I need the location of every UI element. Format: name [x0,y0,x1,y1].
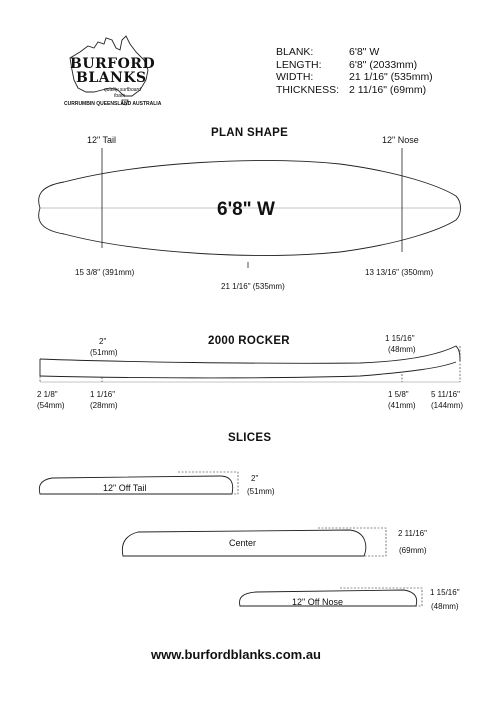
rocker-tail-end-mm: (54mm) [37,401,65,410]
logo-name-line2: BLANKS [76,70,147,86]
spec-value-length: 6'8" (2033mm) [349,58,418,71]
rocker-mid-tail-mm: (51mm) [90,348,118,357]
spec-label-thickness: THICKNESS: [276,83,340,96]
rocker-mid-tail-in: 2" [99,337,107,346]
rocker-heading: 2000 ROCKER [208,335,290,347]
logo-location: CURRUMBIN QUEENSLAND AUSTRALIA [64,101,162,107]
plan-model-label: 6'8" W [217,199,275,220]
spec-value-thickness: 2 11/16" (69mm) [349,83,427,96]
rocker-nose-end-in: 5 11/16" [431,390,460,399]
slice-nose-label: 12" Off Nose [292,597,344,607]
rocker-mid-nose-mm: (48mm) [388,345,416,354]
plan-nose-label: 12" Nose [382,135,419,145]
spec-label-blank: BLANK: [276,46,314,58]
plan-center-width: 21 1/16" (535mm) [221,282,285,291]
logo-tagline-line2: foam [114,93,126,99]
slice-center-label: Center [229,538,257,548]
plan-tail-label: 12" Tail [87,135,117,145]
rocker-tail-end-in: 2 1/8" [37,390,58,399]
spec-value-width: 21 1/16" (535mm) [349,71,433,84]
slice-tail-thickness-mm: (51mm) [247,487,275,496]
slice-center-thickness-mm: (69mm) [399,546,427,555]
spec-label-width: WIDTH: [276,71,314,84]
plan-tail-width: 15 3/8" (391mm) [75,268,135,277]
rocker-nose-12-mm: (41mm) [388,401,416,410]
slice-tail-dim [178,472,238,494]
slice-center-thickness-in: 2 11/16" [398,529,427,538]
rocker-nose-12-in: 1 5/8" [388,390,409,399]
plan-nose-width: 13 13/16" (350mm) [365,268,434,277]
logo-tagline-line1: quality surfboard [104,87,141,93]
rocker-tail-12-in: 1 1/16" [90,390,116,399]
rocker-nose-end-mm: (144mm) [431,401,464,410]
spec-label-length: LENGTH: [276,58,322,71]
slice-nose-thickness-in: 1 15/16" [430,588,460,597]
slices-heading: SLICES [228,432,272,444]
logo-name-line1: BURFORD [70,56,156,72]
rocker-tail-12-mm: (28mm) [90,401,118,410]
slice-tail-thickness-in: 2" [251,474,259,483]
slice-center-dim [318,528,386,556]
slice-tail-label: 12" Off Tail [103,483,147,493]
plan-shape-heading: PLAN SHAPE [211,127,289,139]
website-link[interactable]: www.burfordblanks.com.au [151,647,321,662]
spec-value-blank: 6'8" W [349,46,380,58]
slice-nose-thickness-mm: (48mm) [431,602,459,611]
rocker-mid-nose-in: 1 15/16" [385,334,415,343]
